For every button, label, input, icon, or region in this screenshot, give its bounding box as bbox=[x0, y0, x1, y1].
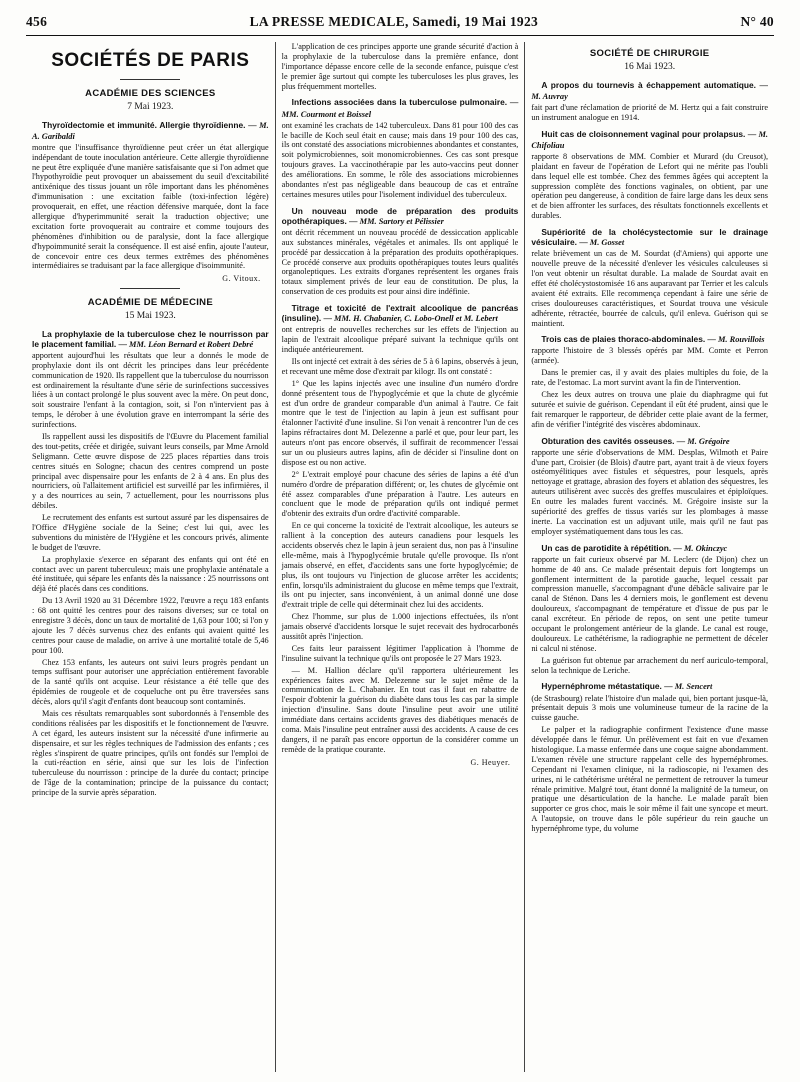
signature: G. Heuyer. bbox=[470, 757, 511, 767]
paragraph: La guérison fut obtenue par arrachement du nerf auriculo-temporal, selon la technique de Leriche. bbox=[531, 655, 769, 675]
paragraph: L'application de ces principes apporte une grande sécurité d'action à la prophylaxie de la tuberculose dans la première enfance, dont l'importance dépasse encore celle de la seconde enfance, puisque c'est le premier âge surtout qui compte les tuberculoses les plus graves, les plus fréquemment mortelles. bbox=[281, 42, 519, 91]
session-date: 7 Mai 1923. bbox=[127, 102, 174, 113]
header-rule bbox=[26, 35, 774, 36]
academy-sciences-heading: ACADÉMIE DES SCIENCES bbox=[85, 87, 216, 99]
page-number: 456 bbox=[26, 14, 48, 29]
column-left bbox=[26, 42, 275, 1072]
article-body: rapporte 8 observations de MM. Combier et Murard (du Creusot), plaidant en faveur de l'opération de Lefort qui ne mérite pas l'oubli dans lequel elle est tombée. Chez des femmes âgées qui acceptent la suppression complète des fonctions vaginales, on obtient, par une opération peu dangereuse, à condition de faire large dans les deux sens et de bien affronter les surfaces, des résultats fonctionnels excellents et durables. bbox=[531, 151, 769, 221]
article-body: rapporte un fait curieux observé par M. Leclerc (de Dijon) chez un homme de 40 ans. Ce malade présentait depuis fort longtemps un gonflement intermittent de la parotide gauche, lequel cessait par compression manuelle, s'accompagnant d'une débâcle salivaire par le canal de Sténon. Dans les 4 derniers mois, le gonflement est devenu douloureux, s'accompagnant de température et d'issue de pus par le canal excréteur. En période de repos, on sent une petite tumeur occupant le prolongement antérieur de la glande. Le canal est rouge, douloureux. Le cathétérisme, la radiographie ne permettent de déceler ni calcul ni sténose. bbox=[531, 554, 769, 653]
issue-number: N° 40 bbox=[740, 14, 774, 29]
paragraph: La prophylaxie s'exerce en séparant des enfants qui ont été en contact avec un parent tuberculeux; mais une prophylaxie anténatale a été instituée, qui sépare les enfants dès la naissance : 25 nourrissons ont déjà été placés dans ces conditions. bbox=[32, 554, 269, 594]
paragraph: — M. Hallion déclare qu'il rapportera ultérieurement les expériences faites avec M. Delezenne sur le sujet même de la communication de L. Chabanier. En tout cas il faut en rabattre de l'espoir d'obtenir la guérison du diabète dans tous les cas par la simple injection d'insuline. Sans doute l'insuline peut avoir une utilité immédiate dans certains accidents graves des diabétiques menacés de coma. Mais l'insuline peut entraîner aussi des accidents. A cause de ces dangers, il ne paraît pas encore opportun de la considérer comme un remède de la pratique courante. bbox=[281, 665, 519, 754]
paragraph: Du 13 Avril 1920 au 31 Décembre 1922, l'œuvre a reçu 183 enfants : 68 ont quitté les centres pour des raisons diverses; sur ce total on enregistre 3 décès, donc un taux de mortalité de 1,63 pour 100; si l'on y ajoute les 7 décès survenus chez des enfants qui avaient quitté les centres pour cause de maladie, on arrive à une mortalité totale de 5,46 pour 100. bbox=[32, 596, 269, 655]
session-date: 16 Mai 1923. bbox=[624, 62, 676, 73]
article-title: Huit cas de cloisonnement vaginal pour prolapsus. — M. Chifoliau bbox=[531, 128, 769, 150]
article-title: A propos du tournevis à échappement automatique. — M. Auvray bbox=[531, 79, 769, 101]
page-header bbox=[26, 14, 774, 30]
paragraph: Dans le premier cas, il y avait des plaies multiples du foie, de la rate, de l'estomac. La mort survint avant la fin de l'intervention. bbox=[531, 368, 769, 388]
paragraph: 1° Que les lapins injectés avec une insuline d'un numéro d'ordre donné présentent tous de l'hypoglycémie et que la chute de glycémie est d'un ordre de grandeur comparable d'un animal à l'autre. Ce fait montre que le test de l'injection au lapin à jeun est suffisant pour étalonner l'activité d'une insuline. Si l'on venait à rencontrer l'un de ces lapins réfractaires dont M. Delezenne a parlé et que, pour leur part, les auteurs n'ont pas encore observés, il suffirait de recommencer l'essai sur un ou plusieurs autres lapins, afin de décider si l'insuline dont on dispose est ou non active. bbox=[281, 378, 519, 467]
article-title: Supériorité de la cholécystectomie sur le drainage vésiculaire. — M. Gosset bbox=[531, 227, 769, 248]
paragraph: Ils ont injecté cet extrait à des séries de 5 à 6 lapins, observés à jeun, et recevant une même dose d'extrait par kilogr. Ils ont constaté : bbox=[281, 356, 519, 376]
article-body: rapporte l'histoire de 3 blessés opérés par MM. Comte et Perron (armée). bbox=[531, 346, 769, 366]
article-body: relate brièvement un cas de M. Sourdat (d'Amiens) qui apporte une nouvelle preuve de la nécessité d'enlever les vésicules calculeuses si l'on veut obtenir un résultat durable. La malade de Sourdat avait en effet été cholécystostomisée 16 ans auparavant par Terrier et les calculs avaient été extraits. Elle recommença cependant à faire une série de crises douloureuses caractéristiques, et Sourdat trouva une vésicule adhérente, rétractée, bourrée de calculs, qu'il enleva. Guérison qui se maintient. bbox=[531, 249, 769, 328]
article-title: Infections associées dans la tuberculose pulmonaire. — MM. Courmont et Boissel bbox=[281, 97, 519, 119]
paragraph: Chez les deux autres on trouva une plaie du diaphragme qui fut suturée et suivie de guérison. Cependant il eût été prudent, ainsi que le fait remarquer le rapporteur, de débrider cette plaie avant de la fermer, afin de vérifier l'intégrité des viscères abdominaux. bbox=[531, 390, 769, 429]
article-title: Un cas de parotidite à répétition. — M. Okinczyc bbox=[541, 542, 728, 553]
paragraph: Le recrutement des enfants est surtout assuré par les dispensaires de l'Office d'Hygiène sociale de la Seine; c'est lui qui, avec les subventions du ministère de l'Hygiène et les concours privés, alimente le budget de l'œuvre. bbox=[32, 513, 269, 552]
paragraph: Le palper et la radiographie confirment l'existence d'une masse développée dans le fémur. Un prélèvement est fait en vue d'examen histologique. La masse enfermée dans une coque saigne abondamment. L'examen révèle une structure rappelant celle des hypernéphromes. Cependant ni l'examen clinique, ni la radioscopie, ni l'examen des urines, ni le cathétérisme urétéral ne permettent de retrouver la tumeur rénale primitive. Malgré tout, étant donné la malignité de la tumeur, on pratique une désarticulation de la hanche. Le malade paraît bien supporter ce gros choc, mais le soir même il fait une syncope et meurt. A l'autopsie, on trouve dans le pôle supérieur du rein gauche un hypernéphrome type, du volume bbox=[531, 725, 769, 834]
paragraph: Chez 153 enfants, les auteurs ont suivi leurs progrès pendant un temps suffisant pour autoriser une appréciation entièrement favorable de la santé qu'ils ont acquise. Leur résistance a été telle que des épidémies de rougeole et de coqueluche ont pu être traversées sans décès, alors qu'il s'agit d'enfants dont beaucoup sont contaminés. bbox=[32, 657, 269, 707]
divider bbox=[120, 288, 180, 289]
paragraph: apportent aujourd'hui les résultats que leur a donnés le mode de prophylaxie dont ils ont décrit les principes dans leur précédente communication de 1920. Ils rappellent que la tuberculose du nourrisson est ordinairement la résultante d'une série de surinfections successives liées à un contact prolongé le plus souvent avec la mère. On peut donc, soit soustraire l'enfant à la contagion, soit, si l'on n'intervient pas à temps, le dérober à une évolution grave en interrompant la série des surinfections. bbox=[32, 350, 269, 430]
article-title: Thyroïdectomie et immunité. Allergie thyroïdienne. — M. A. Garibaldi bbox=[32, 119, 269, 141]
article-body: ont examiné les crachats de 142 tuberculeux. Dans 81 pour 100 des cas le bacille de Koch seul était en cause; mais dans 19 pour 100 des cas, ils ont constaté des associations microbiennes abondantes et constantes, soit polymicrobiennes, soit monomicrobiennes. Ces cas sont presque toujours graves. La vaccinothérapie par les auto-vaccins peut donner des améliorations. En somme, le rôle des associations microbiennes abondantes n'est pas négligeable dans beaucoup de cas et entraîne certaines mesures utiles pour l'isolement individuel des tuberculeux. bbox=[281, 120, 519, 199]
paragraph: Ils rappellent aussi les dispositifs de l'Œuvre du Placement familial des tout-petits, créée et dirigée, suivant leurs conseils, par Mme Arnold Seligmann. Cette œuvre dispose de 225 places réparties dans trois centres situés en Sologne; chacun des centres comprend un poste principal avec dispensaire pour les enfants de 2 à 4 ans. En plus des nourriciers, où l'allaitement artificiel est surveillé par les infirmières, il y a des nourrices au sein, 7 actuellement, pour les nourrissons plus débiles. bbox=[32, 431, 269, 511]
signature: G. Vitoux. bbox=[222, 274, 261, 284]
society-surgery-heading: SOCIÉTÉ DE CHIRURGIE bbox=[589, 48, 710, 59]
article-title: Trois cas de plaies thoraco-abdominales. — M. Rouvillois bbox=[541, 334, 765, 345]
journal-title: LA PRESSE MEDICALE, Samedi, 19 Mai 1923 bbox=[249, 14, 539, 29]
paragraph: 2° L'extrait employé pour chacune des séries de lapins a été d'un numéro d'ordre de préparation différent; or, les chutes de glycémie ont été assez comparables d'une préparation à l'autre. Les auteurs en concluent que le mode de préparation qu'ils ont indiqué permet d'obtenir des extraits d'un ordre d'activité comparable. bbox=[281, 469, 519, 519]
article-body: fait part d'une réclamation de priorité de M. Hertz qui a fait construire un instrument analogue en 1914. bbox=[531, 102, 769, 122]
paragraph: En ce qui concerne la toxicité de l'extrait alcoolique, les auteurs se rallient à la conception des auteurs canadiens pour lesquels les accidents observés chez le lapin à jeun seraient dus, non pas à l'insuline elle-même, mais à l'hypoglycémie brutale qu'elle provoque. Ils n'ont jamais observé, en effet, d'accidents sans une forte hypoglycémie; de plus, ils ont toujours vu l'injection de glucose arrêter les accidents; enfin, lorsqu'ils administraient du glucose en même temps que l'extrait, ils ont pu injecter, sans inconvénient, à un animal donné une dose d'extrait triple de celle qui déterminait chez lui des accidents. bbox=[281, 521, 519, 610]
article-title: Un nouveau mode de préparation des produits opothérapiques. — MM. Sartory et Pélissier bbox=[281, 205, 519, 226]
article-title: Obturation des cavités osseuses. — M. Grégoire bbox=[541, 435, 730, 446]
article-title: La prophylaxie de la tuberculose chez le nourrisson par le placement familial. — MM. Léon Bernard et Robert Debré bbox=[32, 328, 269, 349]
article-body: rapporte une série d'observations de MM. Desplas, Wilmoth et Paire d'une part, Croisier (de Blois) d'autre part, ayant trait à de vieux foyers ostéomyélitiques avec fistules et séquestres, pour lesquels, après nettoyage et grattage, abrasion des foyers et ablation des séquestres, les auteurs utilisèrent avec succès des greffes musculaires et épiploïques. En outre les malades furent vaccinés. M. Grégoire insiste sur la supériorité des greffes de tissus variés sur les plombages à masse inerte. La vaccination est un adjuvant utile, mais qu'il ne faut pas employer systématiquement dans tous les cas. bbox=[531, 447, 769, 536]
article-body: ont décrit récemment un nouveau procédé de dessiccation applicable aux substances minérales, végétales et animales. Ils ont appliqué le procédé par dessiccation à la préparation des produits opothérapiques. Ce procédé conserve aux produits opothérapiques toutes leurs qualités organoleptiques. Les extraits d'organes représentent les organes frais totaux simplement privés de leur eau de constitution. De plus, la conservation de ces produits est pour ainsi dire indéfinie. bbox=[281, 227, 519, 297]
session-date: 15 Mai 1923. bbox=[124, 311, 176, 322]
paragraph: Chez l'homme, sur plus de 1.000 injections effectuées, ils n'ont jamais observé d'accidents lorsque le sujet recevait des hydrocarbonés aussitôt après l'injection. bbox=[281, 612, 519, 641]
article-title: Titrage et toxicité de l'extrait alcoolique de pancréas (insuline). — MM. H. Chabanier, C. Lobo-Onell et M. Lebert bbox=[281, 303, 519, 324]
article-body: montre que l'insuffisance thyroïdienne peut créer un état allergique indépendant de toute inoculation antérieure. Cette allergie thyroïdienne ne peut être expliquée d'une manière satisfaisante que si l'on admet que l'hypothyroïdie peut provoquer un abaissement du seuil d'excitabilité antixénique des tissus jouant un rôle important dans les phénomènes d'immunisation : une excitation faible (toxi-infection légère) provoquerait, en effet, une réaction défensive marquée, dont la face allergique d'hyperimmunité serait la traduction objective; une excitation forte provoquerait au contraire et comme toujours des phénomènes d'inhibition ou de paralysie, dont la face allergique d'hypoimmunité serait la conséquence. Il est aisé enfin, ajoute l'auteur, de concevoir entre ces deux termes extrêmes des phénomènes intermédiaires se traduisant par la face allergique d'isoimmunité. bbox=[32, 142, 269, 271]
column-right bbox=[524, 42, 774, 1072]
article-title: Hypernéphrome métastatique. — M. Sencert bbox=[541, 681, 713, 692]
paragraph: Mais ces résultats remarquables sont subordonnés à l'ensemble des conditions réalisées par les dispositifs et le fonctionnement de l'œuvre. A cet égard, les auteurs insistent sur la nécessité d'une infirmerie au dispensaire, et sur les règles techniques de l'admission des enfants ; ces règles s'inspirent de quatre principes, qu'ils ont fondés sur l'emploi de la cuti-réaction en série, ainsi que sur les lois de l'infection tuberculeuse du nourrisson : principe de la durée du contact; principe de l'âge de la contamination; principe de la puissance du contact; principe de la survie après séparation. bbox=[32, 709, 269, 798]
divider bbox=[120, 79, 180, 80]
columns bbox=[26, 42, 774, 1072]
paragraph: Ces faits leur paraissent légitimer l'application à l'homme de l'insuline suivant la technique qu'ils ont proposée le 27 Mars 1923. bbox=[281, 643, 519, 663]
column-middle bbox=[275, 42, 525, 1072]
article-body: (de Strasbourg) relate l'histoire d'un malade qui, bien portant jusque-là, présentait depuis 3 mois une volumineuse tumeur de la racine de la cuisse gauche. bbox=[531, 693, 769, 723]
paragraph: ont entrepris de nouvelles recherches sur les effets de l'injection au lapin de l'extrait alcoolique préparé suivant la technique qu'ils ont indiquée antérieurement. bbox=[281, 325, 519, 355]
section-main-title: SOCIÉTÉS DE PARIS bbox=[51, 50, 250, 71]
academy-medecine-heading: ACADÉMIE DE MÉDECINE bbox=[87, 296, 213, 308]
